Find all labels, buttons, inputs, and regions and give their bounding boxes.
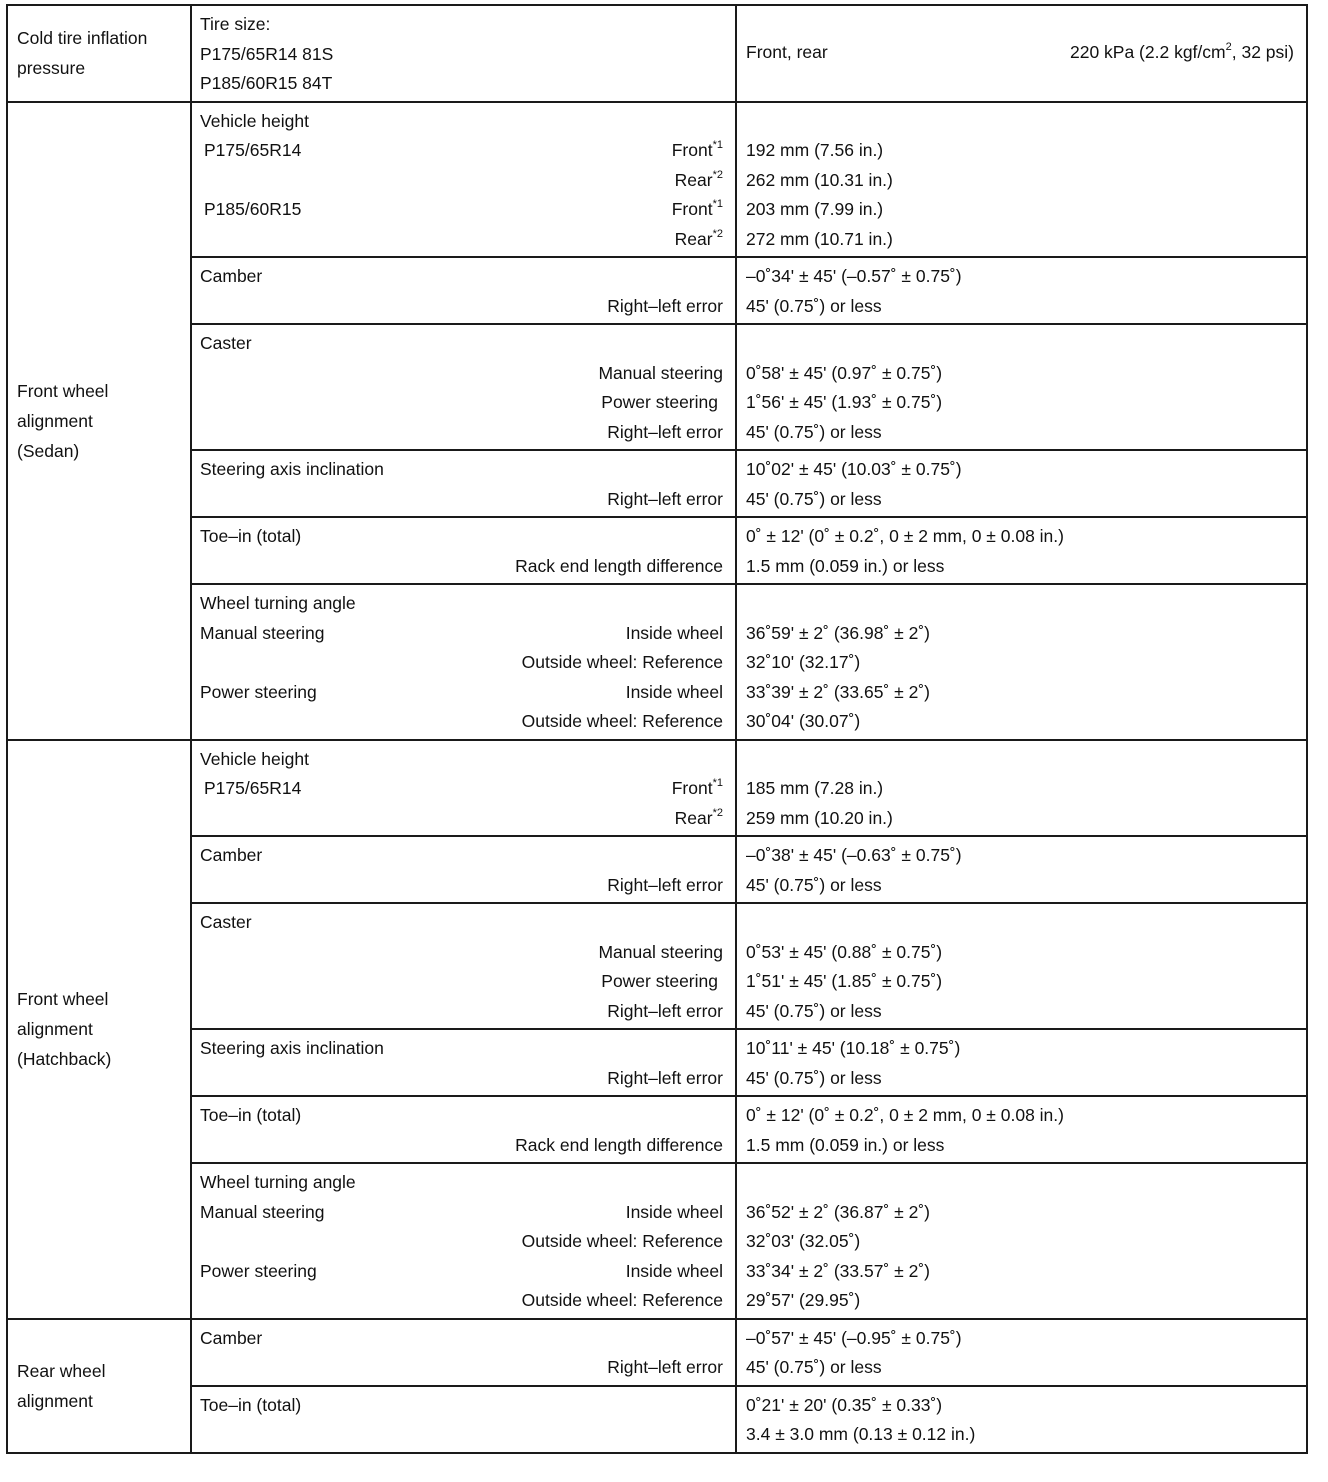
sedan-turning-manual-inside-label: Inside wheel [625, 622, 723, 643]
tire-pressure-label-line1: Cold tire inflation [17, 28, 148, 49]
sedan-turning-power-inside: 33˚39' ± 2˚ (33.65˚ ± 2˚) [746, 681, 931, 702]
hatch-toe-value: 0˚ ± 12' (0˚ ± 0.2˚, 0 ± 2 mm, 0 ± 0.08 in.) [746, 1105, 1064, 1125]
hatch-sai-labels [191, 1029, 736, 1096]
sedan-front-label-a: Front$^{*1}$ [671, 139, 723, 160]
sedan-sai-title: Steering axis inclination [200, 459, 384, 479]
tire-pressure-value: 220 kPa (2.2 kgf/$cm^2$, 32 psi) [1069, 41, 1294, 63]
hatch-camber-error-label: Right–left error [607, 874, 723, 895]
hatch-turning-manual-outside-label: Outside wheel: Reference [521, 1231, 723, 1251]
rear-group-line2: alignment [17, 1390, 93, 1411]
sedan-vehicle-height-row [7, 102, 1307, 258]
sedan-size-a: P175/65R14 [204, 140, 302, 160]
rear-camber-value: –0˚57' ± 45' (–0.95˚ ± 0.75˚) [746, 1327, 962, 1348]
sedan-turning-title: Wheel turning angle [200, 593, 356, 613]
hatch-sai-value: 10˚11' ± 45' (10.18˚ ± 0.75˚) [746, 1038, 961, 1058]
sedan-height-b-rear: 272 mm (10.71 in.) [746, 228, 893, 249]
hatch-turning-power-outside-label: Outside wheel: Reference [521, 1290, 723, 1310]
hatch-turning-manual-inside: 36˚52' ± 2˚ (36.87˚ ± 2˚) [746, 1201, 931, 1222]
tire-pressure-value-cell [736, 5, 1307, 102]
sedan-sai-value: 10˚02' ± 45' (10.03˚ ± 0.75˚) [746, 459, 962, 479]
sedan-vehicle-height-labels [191, 102, 736, 258]
sedan-camber-row [7, 257, 1307, 324]
tire-pressure-row [7, 5, 1307, 102]
sedan-height-b-front: 203 mm (7.99 in.) [746, 199, 884, 219]
hatch-caster-error-label: Right–left error [607, 1000, 723, 1021]
hatch-caster-manual-label: Manual steering [598, 941, 723, 962]
hatch-sai-error-value: 45' (0.75˚) or less [746, 1067, 882, 1088]
sedan-turning-power-inside-label: Inside wheel [625, 681, 723, 702]
hatch-height-a-front: 185 mm (7.28 in.) [746, 778, 884, 798]
rear-camber-error-label: Right–left error [607, 1357, 723, 1377]
hatch-size-a: P175/65R14 [204, 778, 302, 798]
sedan-size-b: P185/60R15 [204, 199, 302, 219]
hatch-sai-values [736, 1029, 1307, 1096]
hatch-turning-power-outside: 29˚57' (29.95˚) [746, 1290, 861, 1310]
sedan-turning-manual-inside: 36˚59' ± 2˚ (36.98˚ ± 2˚) [746, 622, 931, 643]
rear-group-label [7, 1319, 191, 1453]
hatch-turning-values [736, 1163, 1307, 1319]
sedan-camber-error-value: 45' (0.75˚) or less [746, 295, 882, 316]
sedan-turning-power-label: Power steering [200, 681, 317, 702]
sedan-caster-manual-value: 0˚58' ± 45' (0.97˚ ± 0.75˚) [746, 362, 943, 383]
sedan-toe-labels [191, 517, 736, 584]
hatch-camber-labels [191, 836, 736, 903]
sedan-group-line3: (Sedan) [17, 440, 80, 461]
rear-toe-row [7, 1386, 1307, 1453]
rear-toe-labels [191, 1386, 736, 1453]
alignment-spec-table [6, 4, 1308, 1454]
hatch-turning-power-label: Power steering [200, 1260, 317, 1281]
hatch-camber-error-value: 45' (0.75˚) or less [746, 874, 882, 895]
sedan-sai-row [7, 450, 1307, 517]
sedan-height-a-rear: 262 mm (10.31 in.) [746, 169, 893, 190]
hatch-toe-rack-label: Rack end length difference [515, 1134, 723, 1155]
rear-toe-values [736, 1386, 1307, 1453]
sedan-caster-error-value: 45' (0.75˚) or less [746, 421, 882, 442]
hatch-turning-row [7, 1163, 1307, 1319]
hatch-caster-labels [191, 903, 736, 1029]
hatch-height-a-rear: 259 mm (10.20 in.) [746, 807, 893, 828]
hatch-caster-manual-value: 0˚53' ± 45' (0.88˚ ± 0.75˚) [746, 941, 943, 962]
hatch-camber-values [736, 836, 1307, 903]
tire-pressure-label-line2: pressure [17, 58, 86, 79]
hatch-sai-title: Steering axis inclination [200, 1038, 384, 1058]
sedan-caster-manual-label: Manual steering [598, 362, 723, 383]
sedan-turning-values [736, 584, 1307, 740]
hatch-turning-title: Wheel turning angle [200, 1172, 356, 1192]
sedan-camber-title: Camber [200, 266, 263, 286]
sedan-sai-values [736, 450, 1307, 517]
sedan-caster-values [736, 324, 1307, 450]
hatch-toe-title: Toe–in (total) [200, 1105, 302, 1125]
sedan-turning-manual-label: Manual steering [200, 622, 325, 643]
hatch-caster-power-label: Power steering [601, 971, 718, 991]
hatch-rear-label: Rear$^{*2}$ [674, 806, 723, 828]
hatch-caster-values [736, 903, 1307, 1029]
sedan-group-label [7, 102, 191, 740]
rear-group-line1: Rear wheel [17, 1360, 106, 1381]
sedan-rear-label-a: Rear$^{*2}$ [674, 168, 723, 190]
tire-size-cell [191, 5, 736, 102]
hatch-camber-value: –0˚38' ± 45' (–0.63˚ ± 0.75˚) [746, 845, 962, 865]
hatch-vehicle-height-row [7, 740, 1307, 837]
sedan-toe-values [736, 517, 1307, 584]
tire-pressure-label [7, 5, 191, 102]
hatch-vehicle-height-labels [191, 740, 736, 837]
sedan-sai-error-value: 45' (0.75˚) or less [746, 488, 882, 509]
hatch-camber-title: Camber [200, 845, 263, 865]
hatch-turning-labels [191, 1163, 736, 1319]
tire-size-label: Tire size: [200, 14, 271, 34]
hatch-caster-power-value: 1˚51' ± 45' (1.85˚ ± 0.75˚) [746, 971, 943, 991]
sedan-group-line1: Front wheel [17, 380, 109, 401]
sedan-group-line2: alignment [17, 410, 93, 431]
hatch-caster-title: Caster [200, 912, 252, 932]
hatch-toe-values [736, 1096, 1307, 1163]
rear-camber-error-value: 45' (0.75˚) or less [746, 1357, 882, 1377]
hatch-group-line1: Front wheel [17, 989, 109, 1009]
tire-pressure-position: Front, rear [746, 42, 828, 63]
sedan-turning-row [7, 584, 1307, 740]
sedan-turning-power-outside-label: Outside wheel: Reference [521, 711, 723, 731]
tire-size-1: P175/65R14 81S [200, 43, 334, 64]
rear-toe-value-angle: 0˚21' ± 20' (0.35˚ ± 0.33˚) [746, 1394, 943, 1415]
sedan-caster-power-label: Power steering [601, 392, 718, 412]
hatch-group-line3: (Hatchback) [17, 1049, 112, 1069]
hatch-turning-power-inside: 33˚34' ± 2˚ (33.57˚ ± 2˚) [746, 1260, 931, 1281]
rear-camber-labels [191, 1319, 736, 1386]
sedan-caster-power-value: 1˚56' ± 45' (1.93˚ ± 0.75˚) [746, 392, 943, 412]
sedan-caster-error-label: Right–left error [607, 421, 723, 442]
hatch-turning-manual-outside: 32˚03' (32.05˚) [746, 1231, 861, 1251]
sedan-vehicle-height-values [736, 102, 1307, 258]
sedan-caster-title: Caster [200, 333, 252, 353]
hatch-sai-error-label: Right–left error [607, 1067, 723, 1088]
sedan-vehicle-height-title: Vehicle height [200, 110, 309, 131]
hatch-toe-labels [191, 1096, 736, 1163]
sedan-turning-labels [191, 584, 736, 740]
hatch-camber-row [7, 836, 1307, 903]
sedan-camber-labels [191, 257, 736, 324]
hatch-front-label: Front$^{*1}$ [671, 777, 723, 798]
sedan-height-a-front: 192 mm (7.56 in.) [746, 140, 884, 160]
hatch-sai-row [7, 1029, 1307, 1096]
hatch-turning-manual-label: Manual steering [200, 1201, 325, 1222]
sedan-rear-label-b: Rear$^{*2}$ [674, 227, 723, 249]
hatch-vehicle-height-title: Vehicle height [200, 748, 309, 769]
hatch-toe-row [7, 1096, 1307, 1163]
tire-size-2: P185/60R15 84T [200, 73, 333, 93]
hatch-group-label [7, 740, 191, 1319]
sedan-front-label-b: Front$^{*1}$ [671, 198, 723, 219]
rear-camber-title: Camber [200, 1327, 263, 1348]
hatch-toe-rack-value: 1.5 mm (0.059 in.) or less [746, 1134, 945, 1155]
sedan-toe-row [7, 517, 1307, 584]
rear-toe-value-mm: 3.4 ± 3.0 mm (0.13 ± 0.12 in.) [746, 1424, 976, 1444]
hatch-vehicle-height-values [736, 740, 1307, 837]
rear-toe-title: Toe–in (total) [200, 1394, 302, 1415]
sedan-turning-power-outside: 30˚04' (30.07˚) [746, 711, 861, 731]
sedan-sai-error-label: Right–left error [607, 488, 723, 509]
sedan-sai-labels [191, 450, 736, 517]
sedan-toe-rack-value: 1.5 mm (0.059 in.) or less [746, 555, 945, 576]
sedan-camber-error-label: Right–left error [607, 295, 723, 316]
sedan-camber-value: –0˚34' ± 45' (–0.57˚ ± 0.75˚) [746, 266, 962, 286]
sedan-toe-rack-label: Rack end length difference [515, 555, 723, 576]
sedan-toe-title: Toe–in (total) [200, 526, 302, 546]
sedan-toe-value: 0˚ ± 12' (0˚ ± 0.2˚, 0 ± 2 mm, 0 ± 0.08 in.) [746, 526, 1064, 546]
sedan-turning-manual-outside: 32˚10' (32.17˚) [746, 652, 861, 672]
hatch-turning-power-inside-label: Inside wheel [625, 1260, 723, 1281]
hatch-caster-row [7, 903, 1307, 1029]
hatch-turning-manual-inside-label: Inside wheel [625, 1201, 723, 1222]
rear-camber-values [736, 1319, 1307, 1386]
rear-camber-row [7, 1319, 1307, 1386]
sedan-camber-values [736, 257, 1307, 324]
sedan-caster-row [7, 324, 1307, 450]
sedan-caster-labels [191, 324, 736, 450]
hatch-caster-error-value: 45' (0.75˚) or less [746, 1000, 882, 1021]
hatch-group-line2: alignment [17, 1019, 93, 1039]
sedan-turning-manual-outside-label: Outside wheel: Reference [521, 652, 723, 672]
